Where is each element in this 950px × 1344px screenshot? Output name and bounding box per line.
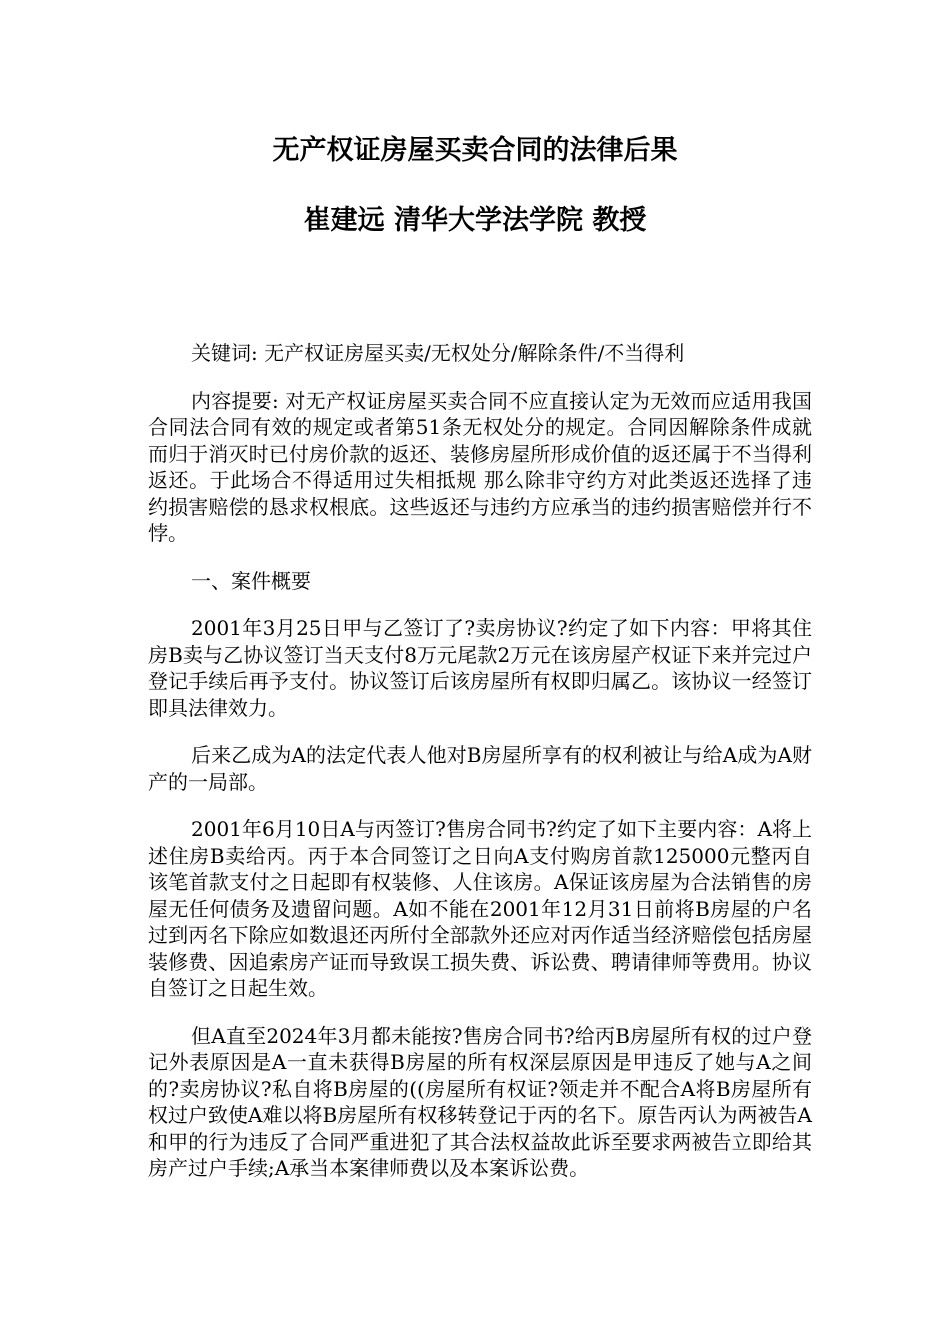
document-body	[148, 340, 812, 1203]
author-line: 崔建远 清华大学法学院 教授	[303, 205, 647, 236]
abstract-paragraph: 内容提要: 对无产权证房屋买卖合同不应直接认定为无效而应适用我国合同法合同有效的规定或者第51条无权处分的规定。合同因解除条件成就而归于消灭时已付房价款的返还、装修房屋所形成价值的返还属于不当得利返还。于此场合不得适用过失相抵规 那么除非守约方对此类返还选择了违约损害赔偿的恳求权根底。这些返还与违约方应承当的违约损害赔偿并行不悖。	[148, 388, 812, 545]
document-title: 无产权证房屋买卖合同的法律后果	[272, 135, 678, 166]
body-paragraph: 2001年6月10日A与丙签订?售房合同书?约定了如下主要内容：A将上述住房B卖给丙。丙于本合同签订之日向A支付购房首款125000元整丙自该笔首款支付之日起即有权装修、人住该房。A保证该房屋为合法销售的房屋无任何债务及遗留问题。A如不能在2001年12月31日前将B房屋的户名过到丙名下除应如数退还丙所付全部款外还应对丙作适当经济赔偿包括房屋装修费、因追索房产证而导致误工损失费、诉讼费、聘请律师等费用。协议自签订之日起生效。	[148, 817, 812, 1000]
section-heading: 一、案件概要	[191, 568, 311, 593]
body-paragraph: 但A直至2024年3月都未能按?售房合同书?给丙B房屋所有权的过户登记外表原因是A一直未获得B房屋的所有权深层原因是甲违反了她与A之间的?卖房协议?私自将B房屋的((房屋所有权证?领走并不配合A将B房屋所有权过户致使A难以将B房屋所有权移转登记于丙的名下。原告丙认为两被告A和甲的行为违反了合同严重进犯了其合法权益故此诉至要求两被告立即给其房产过户手续;A承当本案律师费以及本案诉讼费。	[148, 1023, 812, 1180]
keywords-paragraph: 关键词: 无产权证房屋买卖/无权处分/解除条件/不当得利	[191, 341, 685, 365]
body-paragraph: 2001年3月25日甲与乙签订了?卖房协议?约定了如下内容：甲将其住房B卖与乙协议签订当天支付8万元尾款2万元在该房屋产权证下来并完过户登记手续后再予支付。协议签订后该房屋所有权即归属乙。该协议一经签订即具法律效力。	[148, 616, 812, 720]
body-paragraph: 后来乙成为A的法定代表人他对B房屋所享有的权利被让与给A成为A财产的一局部。	[148, 743, 812, 794]
